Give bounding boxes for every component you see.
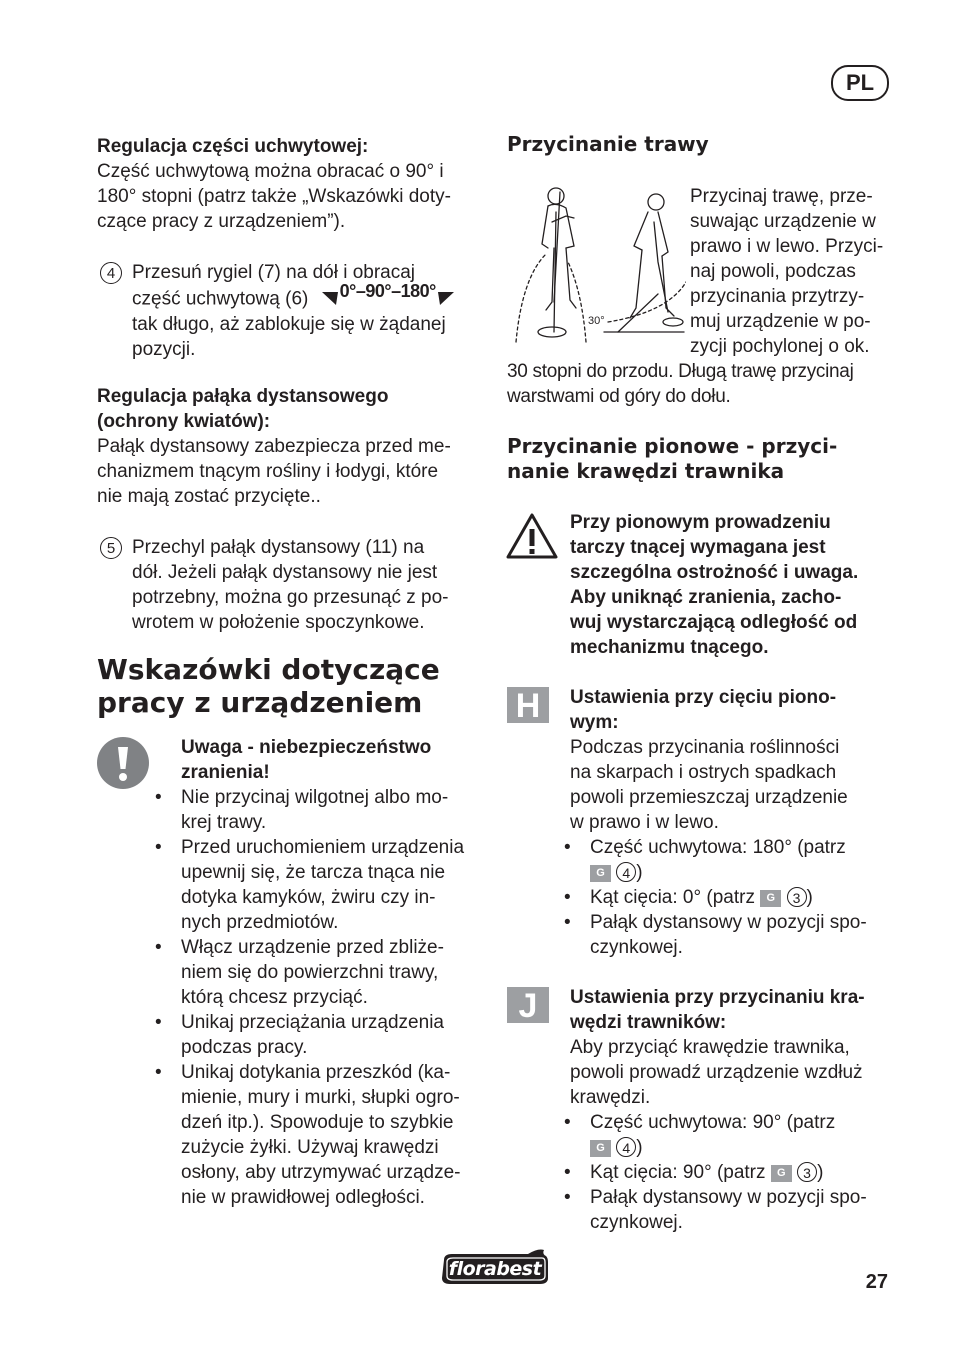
- vertical-heading: [507, 434, 897, 484]
- setting-item: [564, 1185, 894, 1235]
- guard-line: nie mają zostać przycięte..: [97, 486, 321, 507]
- tip-line: niem się do powierzchni trawy,: [181, 962, 439, 983]
- logo-text: florabest: [448, 1258, 542, 1280]
- tip-line: którą chcesz przyciąć.: [181, 987, 368, 1008]
- tip-line: upewnij się, że tarcza tnąca nie: [181, 862, 446, 883]
- warning-title: zranienia!: [181, 762, 270, 783]
- tip-line: mienie, mury i murki, słupki ogro-: [181, 1087, 460, 1108]
- grip-adjust-section: [97, 134, 487, 234]
- grass-line: warstwami od góry do dołu.: [507, 386, 731, 407]
- setting-item: [564, 910, 894, 960]
- warning-line: wuj wystarczającą odległość od: [570, 612, 858, 633]
- grass-line: muj urządzenie w po-: [690, 311, 871, 332]
- guard-line: chanizmem tnącym rośliny i łodygi, które: [97, 461, 439, 482]
- setting-item: • Kąt cięcia: 90° (patrz G 3 ): [564, 1160, 894, 1185]
- setting-ref: G 4 ): [590, 1135, 894, 1160]
- warning-triangle-icon: [505, 512, 559, 560]
- step5-line: dół. Jeżeli pałąk dystansowy nie jest: [132, 562, 438, 583]
- circled-number: 3: [797, 1162, 817, 1182]
- setting-text: czynkowej.: [590, 937, 683, 958]
- settings-line: Aby przyciąć krawędzie trawnika,: [570, 1037, 850, 1058]
- step4-line: część uchwytową (6): [132, 288, 309, 310]
- arrow-left-icon: [320, 289, 340, 307]
- settings-line: Podczas przycinania roślinności: [570, 737, 840, 758]
- settings-title: Ustawienia przy przycinaniu kra-: [570, 987, 865, 1008]
- vertical-heading-line: Przycinanie pionowe - przyci-: [507, 434, 838, 458]
- vertical-settings-list: [564, 835, 894, 960]
- guard-title: Regulacja pałąka dystansowego: [97, 386, 389, 407]
- badge-letter: J: [507, 987, 549, 1023]
- grip-line: czące pracy z urządzeniem”).: [97, 211, 346, 232]
- step4-line: Przesuń rygiel (7) na dół i obracaj: [132, 262, 416, 283]
- badge-letter: H: [507, 687, 549, 723]
- tips-heading-line: Wskazówki dotyczące: [97, 653, 440, 686]
- warning-line: Aby uniknąć zranienia, zacho-: [570, 587, 842, 608]
- guard-adjust-section: [97, 384, 487, 509]
- tip-line: • Włącz urządzenie przed zbliże-: [181, 937, 444, 958]
- warning-line: tarczy tnącej wymagana jest: [570, 537, 826, 558]
- settings-line: powoli przemieszczaj urządzenie: [570, 787, 848, 808]
- figure-ref-badge: G: [590, 1140, 611, 1157]
- setting-item: [564, 835, 894, 885]
- settings-title: wym:: [570, 712, 619, 733]
- setting-item: [564, 1110, 894, 1160]
- page-number: 27: [865, 1271, 888, 1293]
- settings-line: krawędzi.: [570, 1087, 651, 1108]
- grass-line: suwając urządzenie w: [690, 211, 876, 232]
- angle-label: 30°: [588, 315, 605, 327]
- figure-ref-badge: G: [771, 1165, 792, 1182]
- step4-line-with-icon: [132, 281, 456, 312]
- tip-item: [155, 835, 490, 935]
- settings-title: Ustawienia przy cięciu piono-: [570, 687, 837, 708]
- arrow-right-icon: [436, 289, 456, 307]
- settings-title: wędzi trawników:: [570, 1012, 727, 1033]
- florabest-logo: [438, 1246, 552, 1288]
- figure-badge-h: [507, 687, 549, 723]
- trimming-illustration: [508, 182, 686, 354]
- tip-line: osłony, aby utrzymywać urządze-: [181, 1162, 461, 1183]
- tip-item: [155, 1060, 490, 1210]
- tip-item: [155, 935, 490, 1010]
- step5-line: Przechyl pałąk dystansowy (11) na: [132, 537, 425, 558]
- edge-settings: [570, 985, 900, 1110]
- guard-line: Pałąk dystansowy zabezpiecza przed me-: [97, 436, 451, 457]
- step4-line: tak długo, aż zablokuje się w żądanej: [132, 313, 446, 335]
- angle-indicator: [320, 281, 456, 310]
- warning-title: Uwaga - niebezpieczeństwo: [181, 737, 432, 758]
- step5-line: wrotem w położenie spoczynkowe.: [132, 612, 425, 633]
- setting-text: • Część uchwytowa: 90° (patrz: [590, 1112, 836, 1133]
- setting-item: • Kąt cięcia: 0° (patrz G 3 ): [564, 885, 894, 910]
- warning-line: mechanizmu tnącego.: [570, 637, 769, 658]
- tip-item: [155, 785, 490, 835]
- tip-item: [155, 1010, 490, 1060]
- figure-badge-j: [507, 987, 549, 1023]
- language-badge: PL: [831, 65, 889, 101]
- setting-text: • Część uchwytowa: 180° (patrz: [590, 837, 846, 858]
- tips-heading: [97, 653, 497, 719]
- setting-text: czynkowej.: [590, 1212, 683, 1233]
- tip-line: • Przed uruchomieniem urządzenia: [181, 837, 465, 858]
- tips-heading-line: pracy z urządzeniem: [97, 686, 423, 719]
- exclamation-icon: [96, 736, 150, 790]
- tip-line: dzeń itp.). Spowoduje to szybkie: [181, 1112, 454, 1133]
- tip-line: • Nie przycinaj wilgotnej albo mo-: [181, 787, 449, 808]
- step5-line: potrzebny, można go przesunąć z po-: [132, 587, 449, 608]
- circled-number: 3: [787, 887, 807, 907]
- step-5: [100, 535, 490, 635]
- warning-line: szczególna ostrożność i uwaga.: [570, 562, 859, 583]
- step-number-5: 5: [100, 537, 122, 559]
- tip-line: krej trawy.: [181, 812, 267, 833]
- setting-text: Kąt cięcia: 90° (patrz: [590, 1162, 766, 1183]
- step4-line: pozycji.: [132, 338, 196, 360]
- tip-line: zużycie żyłki. Używaj krawędzi: [181, 1137, 439, 1158]
- tips-list: [155, 785, 490, 1210]
- grip-title: Regulacja części uchwytowej:: [97, 136, 369, 157]
- settings-line: na skarpach i ostrych spadkach: [570, 762, 837, 783]
- setting-text: • Pałąk dystansowy w pozycji spo-: [590, 1187, 867, 1208]
- tip-line: podczas pracy.: [181, 1037, 308, 1058]
- guard-title: (ochrony kwiatów):: [97, 411, 271, 432]
- grass-line: naj powoli, podczas: [690, 261, 856, 282]
- grass-line: przycinania przytrzy-: [690, 286, 865, 307]
- grass-full-text: [507, 359, 892, 409]
- tip-line: dotyka kamyków, żwiru czy in-: [181, 887, 436, 908]
- settings-line: w prawo i w lewo.: [570, 812, 719, 833]
- grass-line: 30 stopni do przodu. Długą trawę przycinaj: [507, 361, 854, 382]
- circled-number: 4: [616, 862, 636, 882]
- angle-values: 0°–90°–180°: [339, 281, 436, 301]
- grass-line: zycji pochylonej o ok.: [690, 336, 870, 357]
- circled-number: 4: [616, 1137, 636, 1157]
- settings-line: powoli prowadź urządzenie wzdłuż: [570, 1062, 863, 1083]
- grass-heading: Przycinanie trawy: [507, 132, 709, 156]
- vertical-warning-text: [570, 510, 900, 660]
- grip-line: 180° stopni (patrz także „Wskazówki doty-: [97, 186, 451, 207]
- grass-line: Przycinaj trawę, prze-: [690, 186, 873, 207]
- vertical-settings: [570, 685, 900, 835]
- tip-line: • Unikaj dotykania przeszkód (ka-: [181, 1062, 451, 1083]
- grass-line: prawo i w lewo. Przyci-: [690, 236, 884, 257]
- tip-line: nie w prawidłowej odległości.: [181, 1187, 425, 1208]
- setting-text: Kąt cięcia: 0° (patrz: [590, 887, 755, 908]
- step-number-4: 4: [100, 262, 122, 284]
- step-4: [100, 260, 490, 362]
- tip-line: • Unikaj przeciążania urządzenia: [181, 1012, 444, 1033]
- warning-line: Przy pionowym prowadzeniu: [570, 512, 831, 533]
- tips-list-block: [155, 735, 490, 1210]
- setting-ref: G 4 ): [590, 860, 894, 885]
- grass-wrap-text: [690, 184, 890, 359]
- setting-text: • Pałąk dystansowy w pozycji spo-: [590, 912, 867, 933]
- edge-settings-list: [564, 1110, 894, 1235]
- figure-ref-badge: G: [760, 890, 781, 907]
- vertical-heading-line: nanie krawędzi trawnika: [507, 459, 785, 483]
- figure-ref-badge: G: [590, 865, 611, 882]
- tip-line: nych przedmiotów.: [181, 912, 339, 933]
- grip-line: Część uchwytową można obracać o 90° i: [97, 161, 444, 182]
